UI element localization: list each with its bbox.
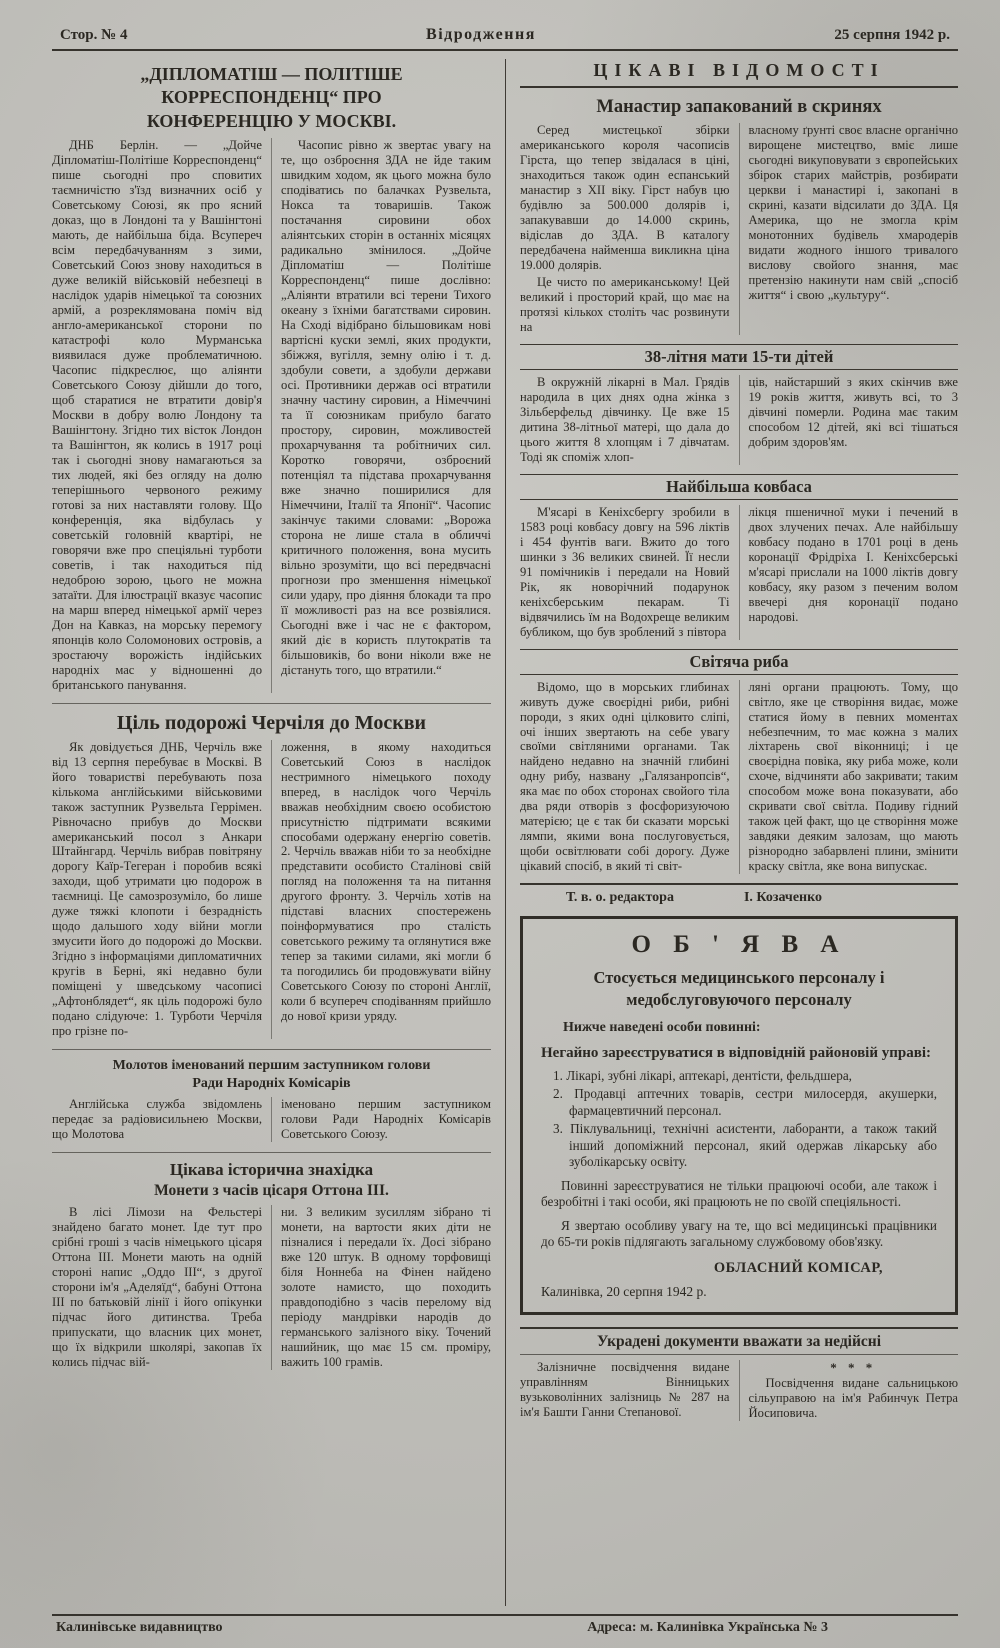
text-column bbox=[52, 138, 262, 692]
paragraph: ДНБ Берлін. — „Дойче Діпломатіш-Політіше Корреспонденц“ пише сьогодні про сповитих таємничістю з'їзд визначних осіб у Советському Союзі, як про ясний доказ, що в Лондоні та у Вашінгтоні мають, де найбільша біда. Всупереч всім передбачуванням з зими, Советський Союз знову находиться в дуже великій військовій небезпеці в наслідок ударів німецької та союзних армій, а розреклямована поміч від англо-американської сторони по катастрофі коло Мурманська виявилася дуже проблематичною. Часопис підкреслює, що аліянти Советського Союзу дійшли до того, щоб старатися не втратити довір'я Москви в добру волю Лондону та Вашінгтону. Згідно тих вісток Лондон та Вашінгтон, як колись в 1917 році так і сьогодні знову намагаються за тих людей, які без огляду на долю теперішнього червоного режиму готові за них наставляти голову. Що конференція, яка відбулась у советській головній квартірі, не говорячи вже про спеціяльні турботи советів, і так находиться під недоброю зорою, цього не можна затаїти. Для ілюстрації вказує часопис на марш вперед німецької армії через Дон на Кавказ, на морську перемогу японців коло Соломонових островів, а зростаючу ворожість індійських народніх мас у відношенні до британського панування. bbox=[52, 138, 262, 692]
text-column bbox=[271, 1205, 491, 1370]
section-banner: ЦІКАВІ ВІДОМОСТІ bbox=[520, 59, 958, 88]
paragraph: Посвідчення видане сальницькою сільуправою на ім'я Рабинчук Петра Йосиповича. bbox=[748, 1375, 958, 1420]
article-diplomatish bbox=[52, 63, 491, 693]
left-half bbox=[52, 59, 505, 1606]
announcement-signature: ОБЛАСНИЙ КОМІСАР, bbox=[713, 1259, 883, 1276]
article-mother-title: 38-літня мати 15-ти дітей bbox=[520, 344, 958, 370]
article-churchill bbox=[52, 703, 491, 1040]
article-columns bbox=[520, 1360, 958, 1421]
text-column bbox=[520, 375, 730, 465]
text-column bbox=[520, 123, 730, 335]
paragraph: ни. З великим зусиллям зібрано ті монети, на вартости яких діти не пізналися і передали їх. Досі зібрано вже 120 штук. В одному торфовищі біля Ноннеба на Фінен найдено золоте намисто, що походить правдоподібно з часів перелому від періоду мандрівки народів до германського залізного віку. Точений нашийник, що має 15 см. проміру, важить 100 грамів. bbox=[281, 1205, 491, 1369]
announcement-paragraph: Повинні зареєструватися не тільки працюючі особи, але також і безробітні і такі особи, які працюють не по своїй спеціяльності. bbox=[541, 1177, 937, 1210]
text-column bbox=[271, 138, 491, 692]
article-columns bbox=[520, 680, 958, 875]
paragraph: В окружній лікарні в Мал. Грядів народила в цих днях одна жінка з Зільберфельд дівчинку. Це вже 15 дитина 38-літньої матері, що дала до цього життя 8 хлопцям і 7 дівчатам. Тоді як споміж хлоп- bbox=[520, 374, 730, 464]
text-column bbox=[739, 123, 959, 335]
article-stolen-docs-title: Украдені документи вважати за недійсні bbox=[520, 1327, 958, 1355]
announcement-item: 1. Лікарі, зубні лікарі, аптекарі, дентісти, фельдшера, bbox=[553, 1067, 852, 1083]
colophon bbox=[52, 1614, 958, 1636]
article-columns bbox=[52, 1097, 491, 1142]
paragraph: Серед мистецької збірки американського короля часописів Гірста, що тепер звідалася в ціні, знаходиться також один еспанський манастир з XII віку. Гірст набув цю будівлю за 500.000 долярів і, запакувавши до 14.000 скринь, відіслав до ЗДА. В каталогу передбачена найменша викликна ціна 19.000 долярів. bbox=[520, 123, 730, 272]
right-half bbox=[505, 59, 958, 1606]
paragraph: Відомо, що в морських глибинах живуть дуже своєрідні риби, рибні породи, з яких одні цілковито сліпі, очі інших звертають на себе увагу своїми світляними органами. Так найдено недавно на значній глибині одну рибу, названу „Галязанропсів“, яка має по обох сторонах свойого тіла два ряди отворів з фосфоризуючою матерією; це є так би сказати морські лямпи, якими вона послуговується, щоби освітлювати собі дорогу. Дуже цікавий спосіб, в який ті світ- bbox=[520, 679, 730, 874]
article-fish-title: Світяча риба bbox=[520, 649, 958, 675]
paragraph: ложення, в якому находиться Советський Союз в наслідок нестримного німецького походу вперед, в наслідок чого Черчіль вважав необхідним своєю особистою присутністю підтримати всякими способами одержану енергію советів. 2. Черчіль вважав ніби то за необхідне представити особисто Сталінові свій погляд на положення та на питання другого фронту. 3. Черчіль хотів на підставі власних спостережень поінформуватися про сталість советського режиму та оглянутися вже тепер за такими силами, які могли б та погодились би продовжувати війну Советського Союзу по стороні Англії, коли б всупереч сподіванням прийшло до нової кризи уряду. bbox=[281, 739, 491, 1024]
text-column bbox=[739, 375, 959, 465]
article-coins-kicker: Цікава історична знахідка bbox=[169, 1160, 374, 1180]
article-churchill-title: Ціль подорожі Черчіля до Москви bbox=[116, 711, 427, 734]
article-columns bbox=[520, 505, 958, 640]
masthead bbox=[52, 26, 958, 51]
paragraph: Як довідується ДНБ, Черчіль вже від 13 серпня перебуває в Москві. В його товаристві перебувають поза кількома англійськими військовими також заступник Рузвельта Геррімен. Рівночасно прибув до Москви американський посол з Анкари Штайнгард. Черчіль вибрав повітряну дорогу Каїр-Тегеран і поробив всякі заходи, щоб утримати цю подорож в таємниці. Це самозрозуміло, бо лише дуже тяжкі клопоти і безрадність щодо дальшого ходу війни могли змусити його до подорожі до Москви. Згідно з інформаціями дипломатичних кругів в Берні, які недавно були поміщені у шведському часописі „Афтонблядет“, як ціль подорожі було подано слідуюче: 1. Турботи Черчіля про грізне по- bbox=[52, 739, 262, 1039]
text-column bbox=[52, 740, 262, 1040]
announcement-list bbox=[541, 1068, 937, 1171]
announcement-title: О Б ' Я В А bbox=[631, 931, 847, 959]
newspaper-title: Відродження bbox=[426, 26, 536, 43]
article-mother bbox=[520, 344, 958, 465]
text-column bbox=[52, 1205, 262, 1370]
text-column bbox=[520, 1360, 730, 1421]
text-column bbox=[739, 680, 959, 875]
page-number: Стор. № 4 bbox=[60, 27, 128, 43]
article-diplomatish-title bbox=[52, 63, 491, 133]
article-columns bbox=[52, 1205, 491, 1370]
title-line: „ДІПЛОМАТІШ — ПОЛІТІШЕ КОРРЕСПОНДЕНЦ“ ПРО bbox=[140, 64, 403, 108]
announcement-item: 2. Продавці аптечних товарів, сестри милосердя, акушерки, фармацевтичний персонал. bbox=[553, 1086, 937, 1118]
paragraph: В лісі Лімози на Фельстері знайдено багато монет. Іде тут про срібні гроші з часів німецького цісаря Оттона III. Монети мають на одній стороні напис „Оддо III“, з другої сторони ім'я „Аделяїд“, бабуні Оттона III по батьковій лінії і його опікунки підчас його дитинства. Треба припускати, що власник цих монет, що їх відкрили школярі, закопав їх колись підчас вій- bbox=[52, 1205, 262, 1369]
paragraph: Залізничне посвідчення видане управлінням Вінницьких вузьковолінних залізниць № 287 на ім'я Башти Ганни Степанової. bbox=[520, 1359, 730, 1419]
title-line: Молотов іменований першим заступником голови bbox=[112, 1058, 431, 1074]
text-column bbox=[271, 1097, 491, 1142]
address: Адреса: м. Калинівка Українська № 3 bbox=[587, 1620, 828, 1635]
paragraph: Англійська служба звідомлень передає за радіовисильнею Москви, що Молотова bbox=[52, 1097, 262, 1142]
text-column bbox=[739, 505, 959, 640]
article-stolen-docs bbox=[520, 1327, 958, 1421]
paragraph: М'ясарі в Кеніхсбергу зробили в 1583 році ковбасу довгу на 596 ліктів і 454 фунтів ваги. Вжито до того шинки з 36 великих свиней. Її несли 91 помічників і передали на Новий Рік, як новорічний подарунок кеніхсберським пекарам. Ті відвячились їм на Водохреще великим бубликом, що був зроблений з півтора bbox=[520, 504, 730, 639]
paragraph: Це чисто по американському! Цей великий і просторий край, що має на протязі кількох століть час розвинути на bbox=[520, 274, 730, 334]
announcement-instruction: Негайно зареєструватися в відповідній районовій управі: bbox=[541, 1045, 931, 1062]
article-columns bbox=[520, 123, 958, 335]
article-fish bbox=[520, 649, 958, 875]
paragraph: лікця пшеничної муки і печений в двох злучених печах. Але найбільшу ковбасу подано в 1701 році в день коронації Фрідріха I. Кеніхсберські м'ясарі прислали на 1000 ліктів довгу ковбасу, яку разом з печеним волом ввечері дня коронації подано народові. bbox=[748, 504, 958, 624]
article-columns bbox=[52, 740, 491, 1040]
announcement-subtitle: Стосується медицинського персоналу і медобслуговуючого персоналу bbox=[593, 968, 885, 1009]
paragraph: ців, найстарший з яких скінчив вже 19 років життя, живуть всі, то 3 дівчині померли. Родина має таким способом 12 дітей, які всі тішаться добрим здоров'ям. bbox=[748, 374, 958, 449]
paragraph: ляні органи працюють. Тому, що світло, яке це створіння видає, може статися йому в певних моментах небезпечним, то має кожна з малих ліхтарень свої віконниці; і це своєрідна повіка, яку риба може, коли схоче, відчиняти або закривати; таким способом може вона показувати, або скривати свої світла. Подиву гідний також цей факт, що це створіння може завдяки деяким залозам, що мають різнородно забарвлені плини, змінити краску світла, яке вона випускає. bbox=[748, 679, 958, 874]
text-column bbox=[520, 505, 730, 640]
issue-date: 25 серпня 1942 р. bbox=[834, 27, 950, 43]
article-coins-title: Монети з часів цісаря Оттона III. bbox=[154, 1181, 389, 1199]
announcement-item: 3. Піклувальниці, технічні асистенти, лаборанти, а також такий інший допоміжний персонал, який одержав лікарську або зуболікарську освіту. bbox=[553, 1121, 937, 1170]
article-molotov bbox=[52, 1049, 491, 1142]
text-column bbox=[52, 1097, 262, 1142]
article-monastery-title: Манастир запакований в скринях bbox=[596, 97, 882, 117]
article-sausage-title: Найбільша ковбаса bbox=[520, 474, 958, 500]
text-column bbox=[739, 1360, 959, 1421]
paragraph: власному ґрунті своє власне органічно вирощене мистецтво, вміє лише сьогодні викуповувати з європейських збірок старих майстрів, розбирати церкви і манастирі і, закопані в скрині, казати відсилати до ЗДА. Ця Америка, що не змогла крім монотонних будівель хмародерів видати жодного іншого тривалого вислову свойого знання, має претензію накинути нам свій „спосіб життя“ і свою „культуру“. bbox=[748, 123, 958, 302]
editor-line bbox=[520, 883, 958, 906]
title-line: Ради Народніх Комісарів bbox=[192, 1075, 351, 1091]
title-line: КОНФЕРЕНЦІЮ У МОСКВІ. bbox=[146, 110, 397, 131]
paragraph: Часопис рівно ж звертає увагу на те, що озброєння ЗДА не йде таким швидким ходом, як цього можна було сподіватись по балачках Рузвельта, Нокса та товаришів. Також постачання сировини обох аліянтських сторін в останніх місяцях радикально змінилося. „Дойче Діпломатіш — Політіше Корреспонденц“ пише дослівно: „Аліянти втратили всі терени Тихого океану з їхніми багатствами сировин. На Сході відібрано більшовикам нові вартісні куски землі, яких продукти, збіжжя, вугілля, земну олію і т. д. здобули совети, а здобули держави осі. Противники держав осі втратили значну частину сировин, а Німеччині та її союзникам прибуло багато простору, сировин, можливостей прохарчування та робітничих сил. Коротко говорячи, озброєний потенціял та підстава прохарчування вже значно поширилися для Німеччини, Італії та Японії“. Часопис закінчує такими словами: „Ворожа сторона не лише стала в обличчі критичного положення, вона мусить вільно зрозуміти, що всі передвчасні прогнози про зменшення німецької сили удару, про діяння блокади та про її можливості раз на все розвіялися. Сьогодні вже і час не є фактором, який діє в користь плутократів та більшовиків, бо вони ніколи вже не дістануть того, що втратили.“ bbox=[281, 138, 491, 677]
announcement-lead: Нижче наведені особи повинні: bbox=[563, 1020, 761, 1036]
article-columns bbox=[52, 138, 491, 692]
editor-name: І. Козаченко bbox=[743, 890, 822, 906]
publisher: Калинівське видавництво bbox=[56, 1620, 223, 1635]
text-column bbox=[520, 680, 730, 875]
announcement-paragraph: Я звертаю особливу увагу на те, що всі медицинські працівники до 65-ти років підлягають загальному службовому обов'язку. bbox=[541, 1217, 937, 1250]
article-sausage bbox=[520, 474, 958, 640]
article-coins bbox=[52, 1152, 491, 1370]
announcement-place-date: Калинівка, 20 серпня 1942 р. bbox=[541, 1283, 707, 1299]
article-monastery bbox=[520, 97, 958, 335]
text-column bbox=[271, 740, 491, 1040]
paragraph: іменовано першим заступником голови Ради Народніх Комісарів Советського Союзу. bbox=[281, 1097, 491, 1142]
editor-label: Т. в. о. редактора bbox=[566, 890, 674, 906]
article-columns bbox=[520, 375, 958, 465]
article-molotov-title bbox=[52, 1057, 491, 1092]
announcement-box bbox=[520, 916, 958, 1315]
page-body bbox=[52, 59, 958, 1606]
asterisk-separator: * * * bbox=[830, 1359, 877, 1375]
